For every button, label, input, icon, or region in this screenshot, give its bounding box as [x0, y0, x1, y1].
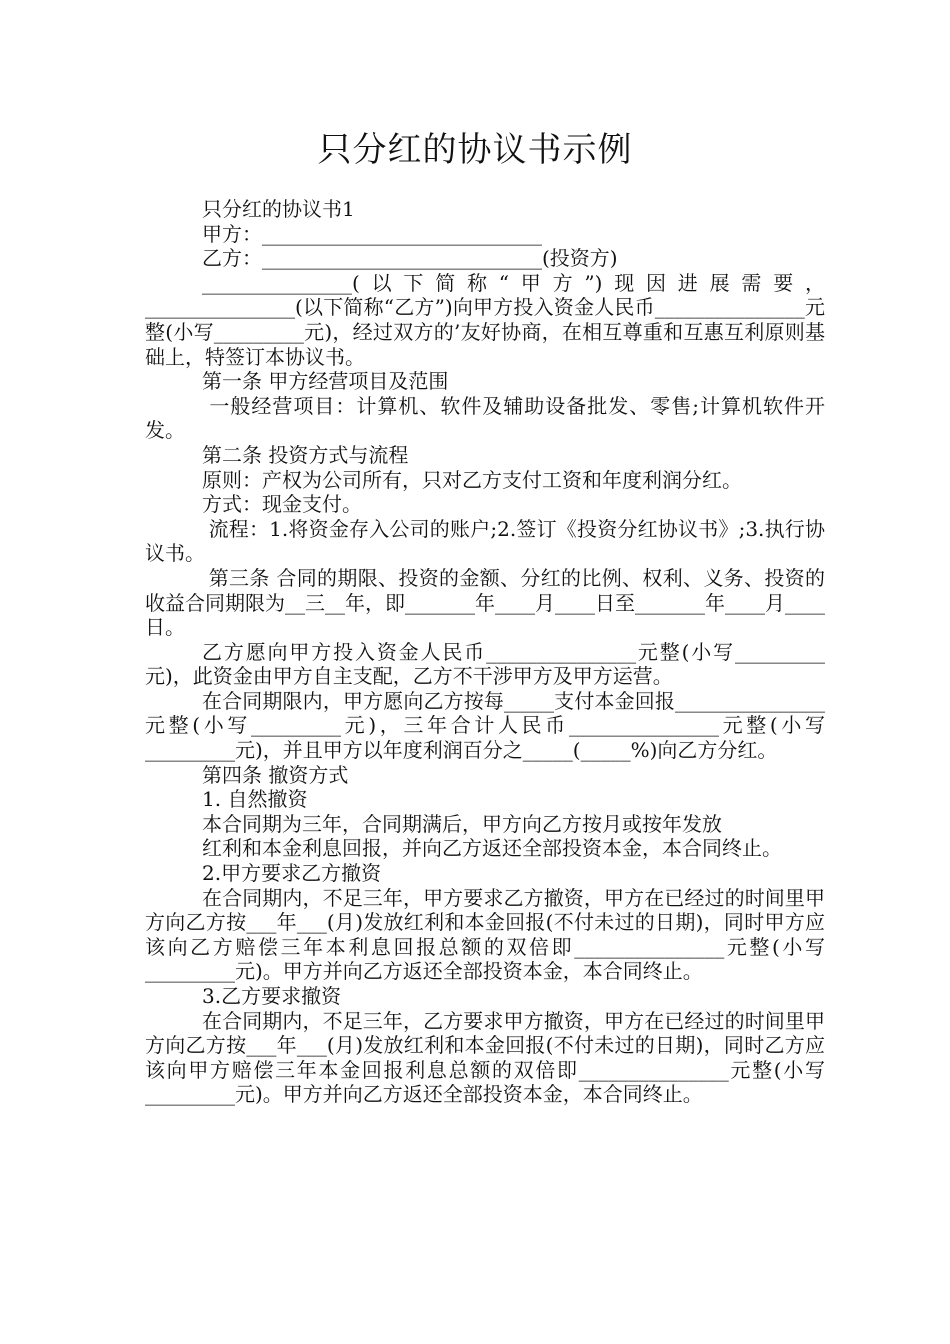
paragraph: 在合同期限内，甲方愿向乙方按每_____支付本金回报_______________元整(小写_________元)，三年合计人民币_______________元整(小写_________元)，并且甲方以年度利润百分之_____(_____%)向乙方分红。: [145, 688, 825, 763]
page-title: 只分红的协议书示例: [317, 130, 633, 170]
paragraph: 乙方愿向甲方投入资金人民币_______________元整(小写_________元)，此资金由甲方自主支配，乙方不干涉甲方及甲方运营。: [145, 639, 825, 689]
paragraph: 乙方：____________________________(投资方): [202, 246, 618, 271]
paragraph: 原则：产权为公司所有，只对乙方支付工资和年度利润分红。: [202, 467, 742, 492]
paragraph: 红利和本金利息回报，并向乙方返还全部投资本金，本合同终止。: [202, 836, 782, 861]
paragraph: 2.甲方要求乙方撤资: [202, 861, 382, 886]
paragraph: 在合同期内，不足三年，乙方要求甲方撤资，甲方在已经过的时间里甲方向乙方按___年___(月)发放红利和本金回报(不付未过的日期)，同时乙方应该向甲方赔偿三年本金回报利息总额的双倍即_______________元整(小写_________元)。甲方并向乙方返还全部投资本金，本合同终止。: [145, 1008, 825, 1107]
paragraph: 3.乙方要求撤资: [202, 984, 342, 1008]
paragraph: 流程：1.将资金存入公司的账户;2.签订《投资分红协议书》;3.执行协议书。: [145, 516, 825, 566]
paragraph: 1. 自然撤资: [202, 787, 308, 812]
paragraph: 第一条 甲方经营项目及范围: [202, 369, 449, 394]
paragraph: 第四条 撤资方式: [202, 762, 349, 787]
paragraph: _______________(以下简称“甲方”)现因进展需要，_______________(以下简称“乙方”)向甲方投入资金人民币_______________元整(小写_________元)，经过双方的’友好协商，在相互尊重和互惠互利原则基础上，特签订本协议书。: [145, 270, 825, 369]
paragraph: 本合同期为三年，合同期满后，甲方向乙方按月或按年发放: [202, 811, 722, 836]
paragraph: 在合同期内，不足三年，甲方要求乙方撤资，甲方在已经过的时间里甲方向乙方按___年___(月)发放红利和本金回报(不付未过的日期)，同时甲方应该向乙方赔偿三年本利息回报总额的双倍即_______________元整(小写_________元)。甲方并向乙方返还全部投资本金，本合同终止。: [145, 885, 825, 984]
paragraph: 甲方：____________________________: [202, 221, 542, 246]
paragraph: 第三条 合同的期限、投资的金额、分红的比例、权利、义务、投资的收益合同期限为__三__年，即_______年____月____日至_______年____月____日。: [145, 565, 826, 640]
paragraph: 一般经营项目：计算机、软件及辅助设备批发、零售;计算机软件开发。: [145, 393, 825, 443]
paragraph: 第二条 投资方式与流程: [202, 442, 409, 467]
paragraph: 只分红的协议书1: [202, 197, 355, 221]
document-body: [145, 197, 825, 1107]
paragraph: 方式：现金支付。: [202, 492, 362, 517]
